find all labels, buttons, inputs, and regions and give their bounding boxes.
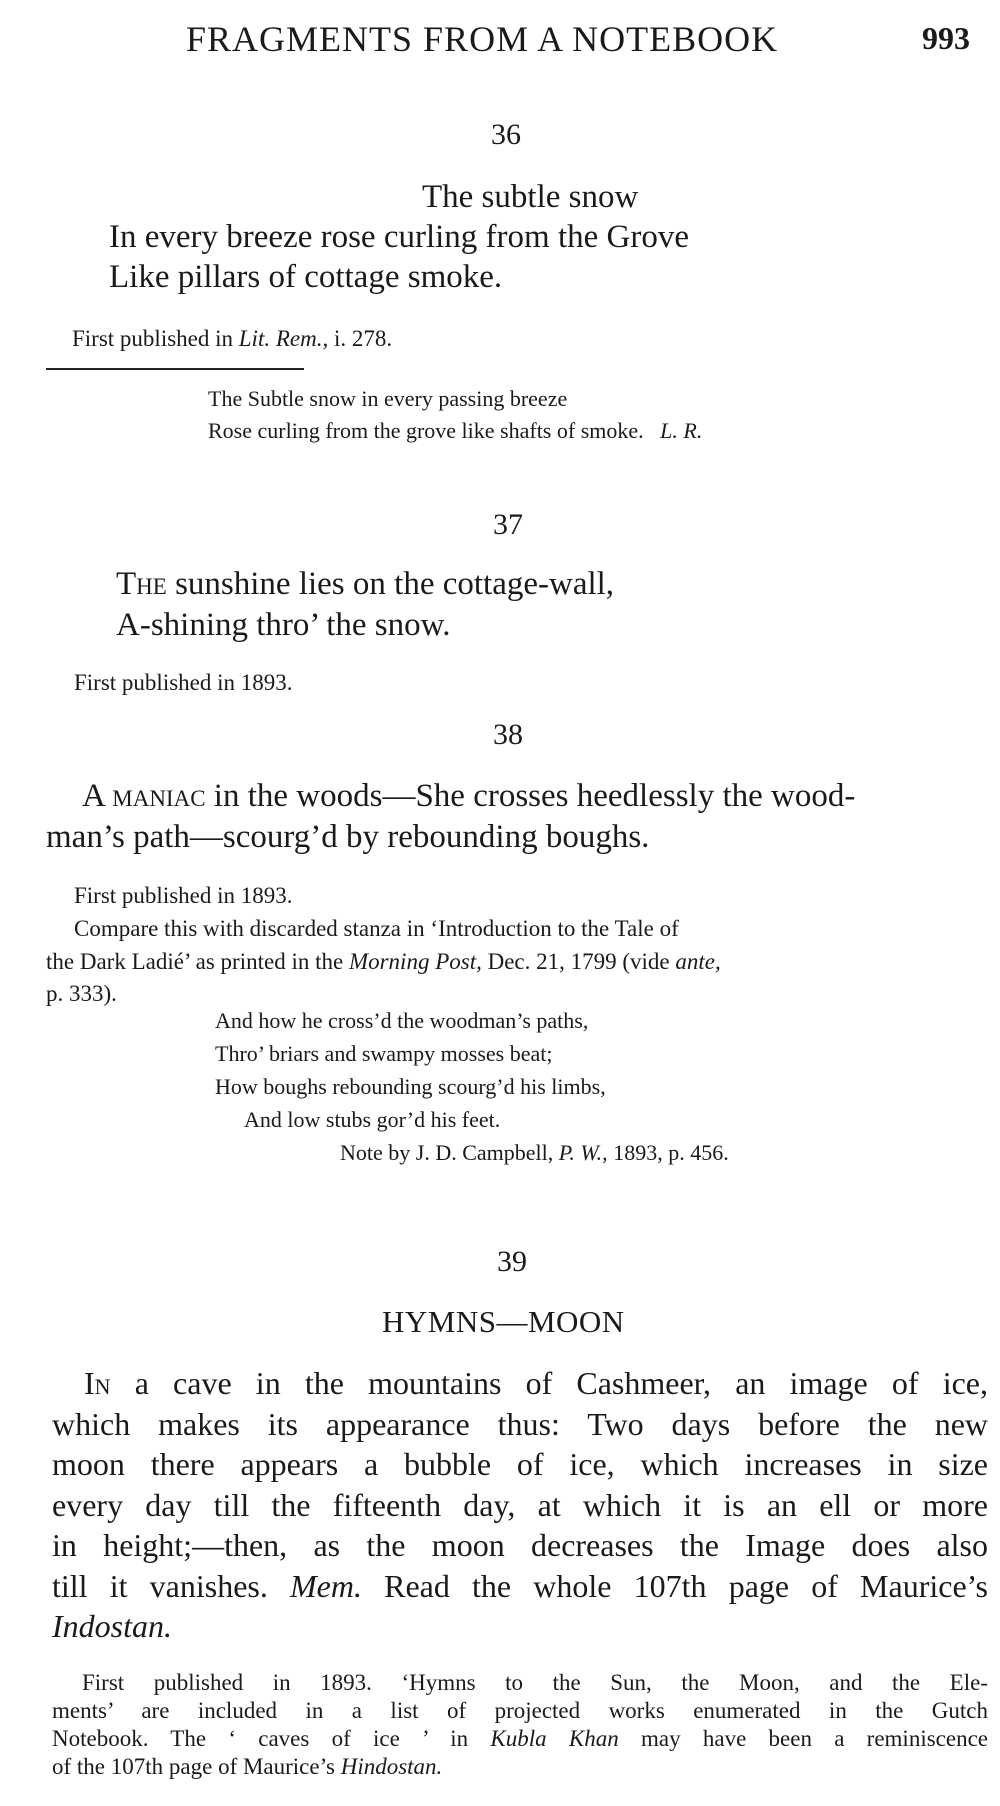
quote-line: How boughs rebounding scourg’d his limbs, (215, 1074, 606, 1099)
section-number-39: 39 (497, 1245, 527, 1278)
publication-note: First published in 1893. (74, 670, 293, 695)
quote-line: And how he cross’d the woodman’s paths, (215, 1008, 589, 1033)
footnote: First published in 1893. ‘Hymns to the Sun, the Moon, and the Ele- ments’ are included in a list of projected works enumerated in the Gutch Notebook. The ‘ caves of ice ’ in Kubla Khan may have been a reminiscence of the 107th page of Maurice’s Hindostan. (52, 1670, 988, 1779)
section-number-37: 37 (493, 508, 523, 541)
variant-line: Rose curling from the grove like shafts of smoke. L. R. (208, 418, 703, 443)
verse-line: The sunshine lies on the cottage-wall, (116, 566, 615, 602)
verse-line: A-shining thro’ the snow. (116, 607, 451, 643)
verse-line: The subtle snow (422, 179, 639, 215)
publication-note: First published in Lit. Rem., i. 278. (72, 326, 393, 351)
section-number-38: 38 (493, 718, 523, 751)
running-head: FRAGMENTS FROM A NOTEBOOK (186, 19, 779, 59)
quote-line: Thro’ briars and swampy mosses beat; (215, 1041, 553, 1066)
section-heading: HYMNS—MOON (382, 1304, 625, 1339)
verse-line: Like pillars of cottage smoke. (109, 259, 503, 295)
publication-note: First published in 1893. (74, 883, 293, 908)
section-number-36: 36 (491, 118, 521, 151)
attribution-note: Note by J. D. Campbell, P. W., 1893, p. 456. (340, 1140, 729, 1165)
divider-rule (46, 368, 304, 370)
variant-line: The Subtle snow in every passing breeze (208, 386, 568, 411)
quote-line: And low stubs gor’d his feet. (244, 1107, 501, 1132)
paragraph-line: man’s path—scourg’d by rebounding boughs. (46, 819, 650, 855)
compare-note: Compare this with discarded stanza in ‘Introduction to the Tale of (74, 916, 679, 941)
main-paragraph: In a cave in the mountains of Cashmeer, an image of ice, which makes its appearance thus: Two days before the new moon there appears a bubble of ice, which increases in size every day till the fifteenth day, at which it is an ell or more in height;—then, as the moon decreases the Image does also till it vanishes. Mem. Read the whole 107th page of Maurice’s Indostan. (52, 1365, 989, 1644)
compare-note: p. 333). (46, 981, 117, 1006)
compare-note: the Dark Ladié’ as printed in the Morning Post, Dec. 21, 1799 (vide ante, (46, 949, 721, 974)
verse-line: In every breeze rose curling from the Grove (109, 219, 689, 255)
paragraph-line: A maniac in the woods—She crosses heedlessly the wood- (82, 778, 856, 814)
page-number: 993 (922, 20, 970, 56)
